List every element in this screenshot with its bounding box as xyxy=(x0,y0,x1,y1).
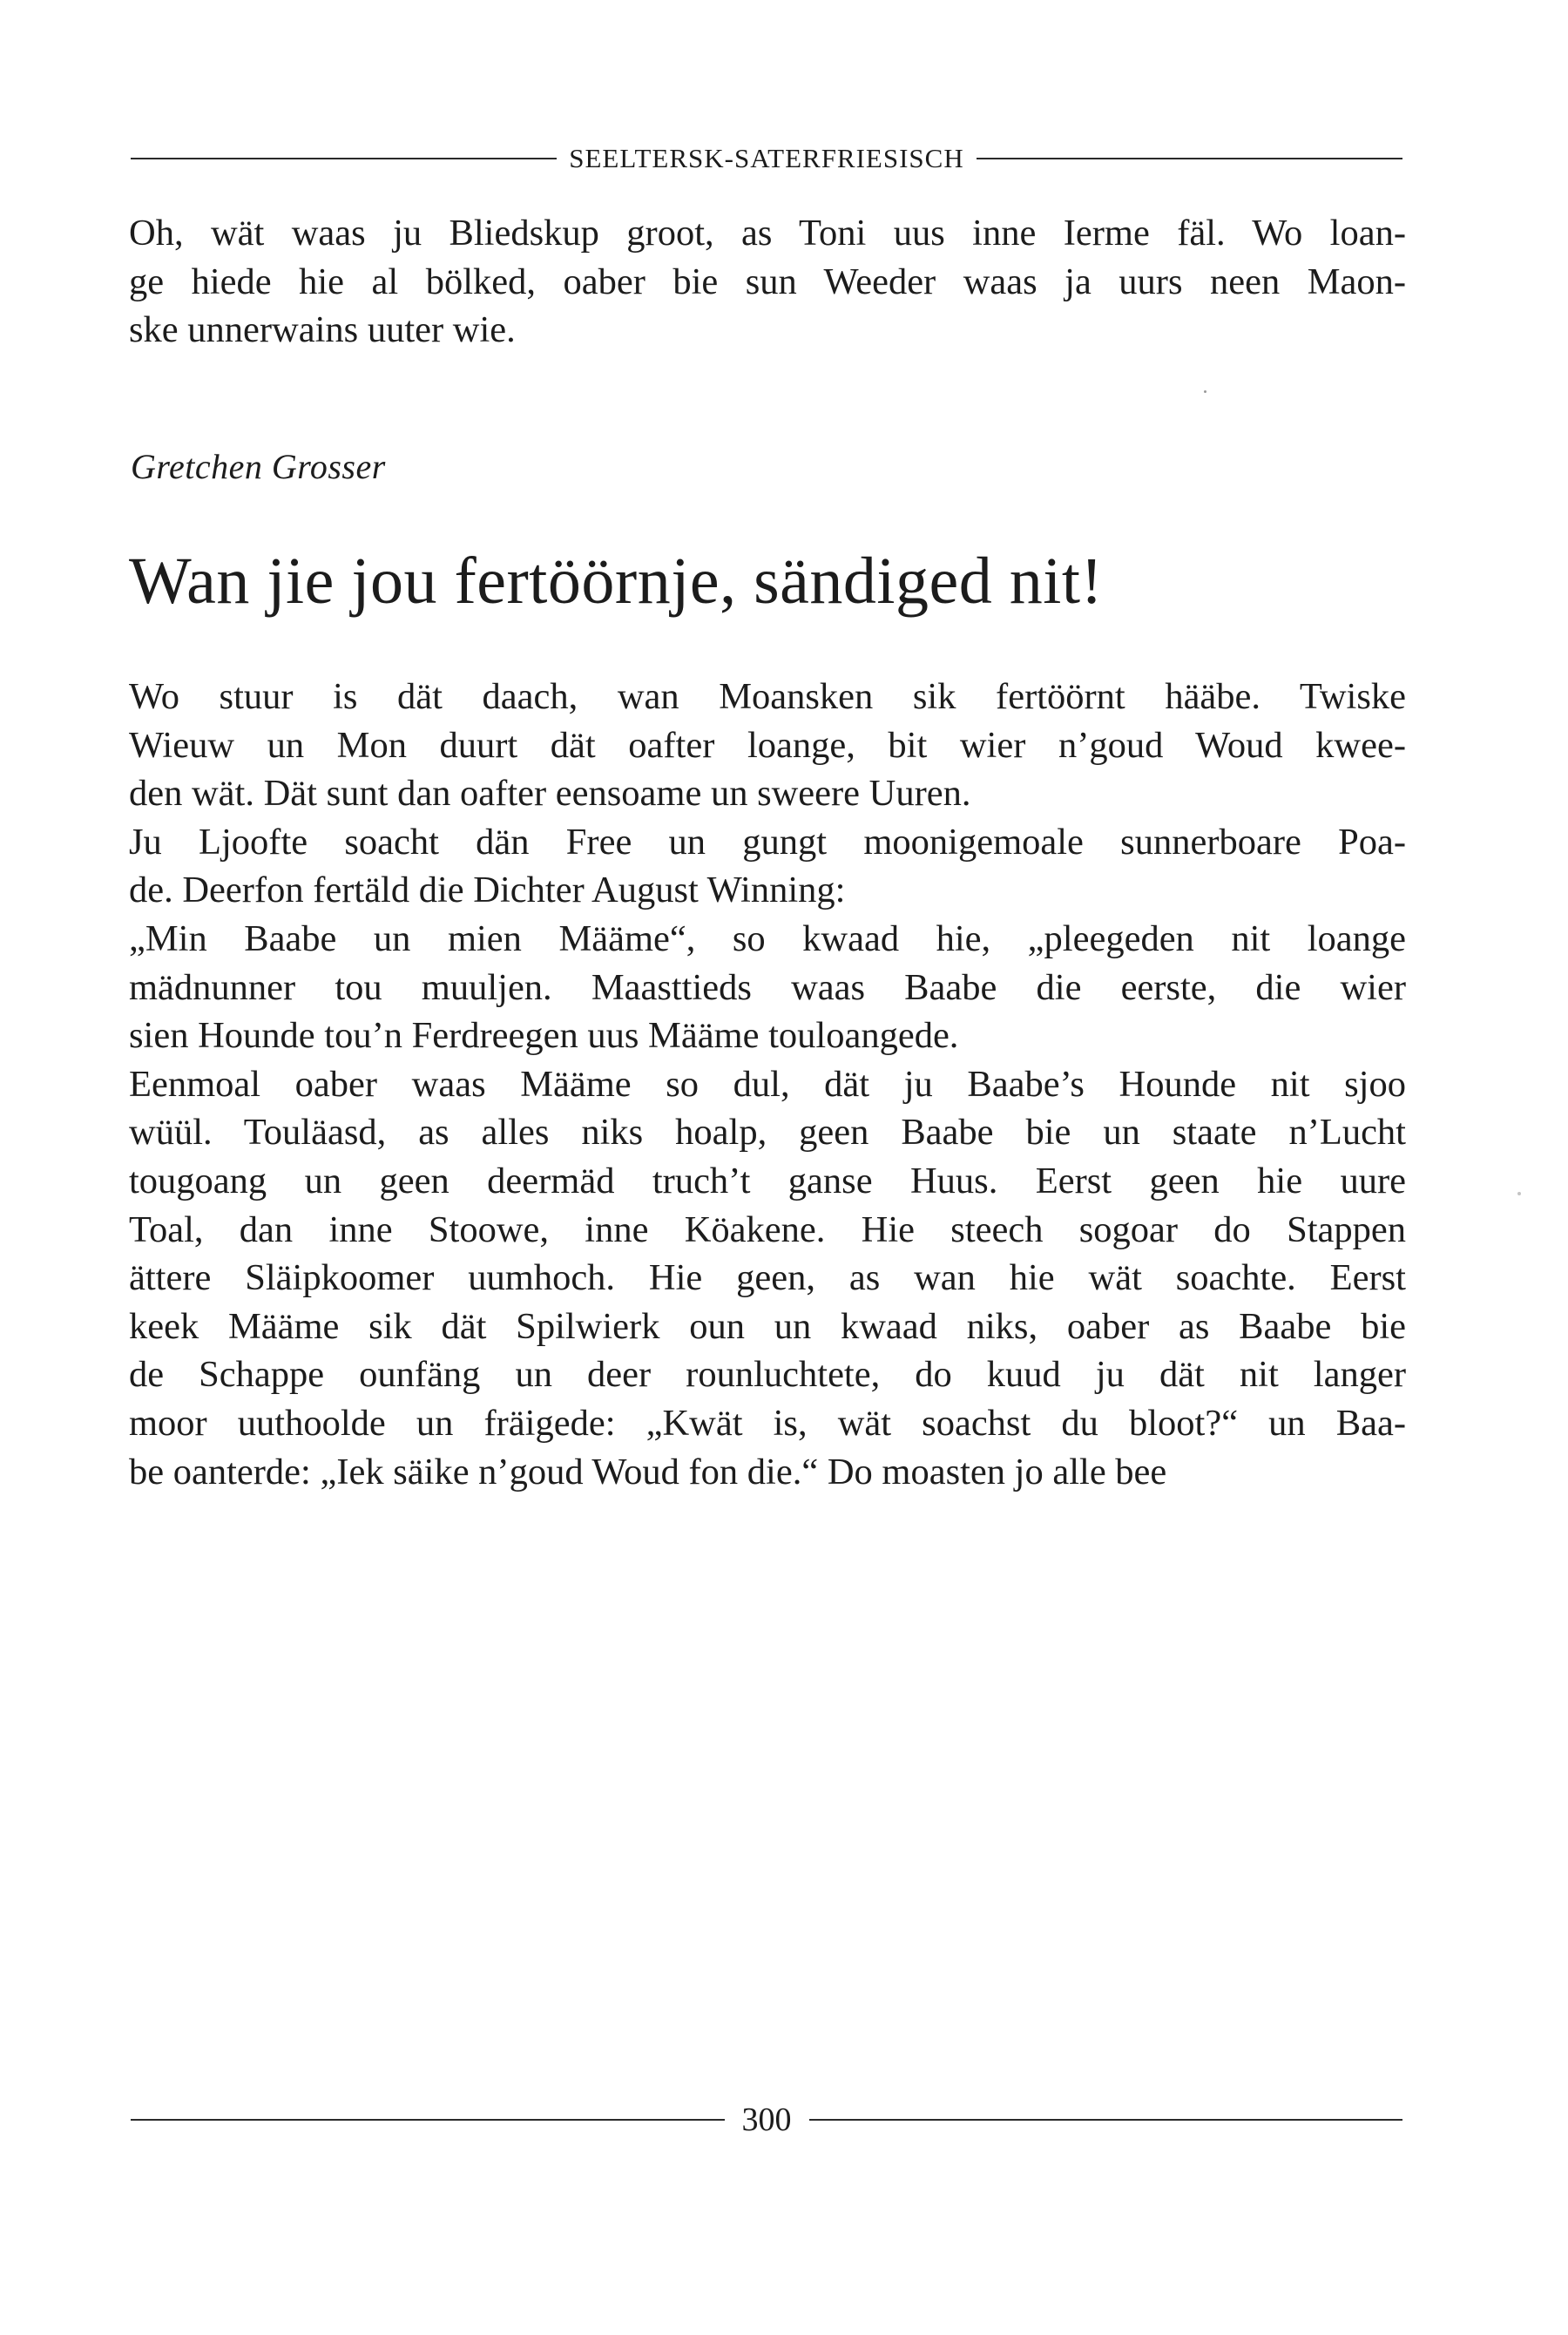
footer-rule-right xyxy=(809,2119,1403,2121)
paragraph xyxy=(129,818,1406,915)
text-line: den wät. Dät sunt dan oafter eensoame un sweere Uuren. xyxy=(129,773,971,815)
header-rule-right xyxy=(977,158,1402,159)
story-body xyxy=(129,673,1406,1496)
paragraph xyxy=(129,1060,1406,1496)
text-line: sien Hounde tou’n Ferdreegen uus Määme touloangede. xyxy=(129,1015,959,1057)
paragraph xyxy=(129,673,1406,818)
paragraph xyxy=(129,915,1406,1060)
header-rule-left xyxy=(131,158,557,159)
scan-speck xyxy=(1517,1192,1521,1195)
text-line: wüül. Touläasd, as alles niks hoalp, geen Baabe bie un staate n’Lucht xyxy=(129,1112,1406,1154)
text-line: Wieuw un Mon duurt dät oafter loange, bit wier n’goud Woud kwee- xyxy=(129,724,1406,766)
text-line: de. Deerfon fertäld die Dichter August Winning: xyxy=(129,870,846,911)
intro-line: Oh, wät waas ju Bliedskup groot, as Toni uus inne Ierme fäl. Wo loan- xyxy=(129,213,1406,254)
text-line: mädnunner tou muuljen. Maasttieds waas Baabe die eerste, die wier xyxy=(129,966,1406,1008)
page-number: 300 xyxy=(741,2102,792,2138)
text-line: moor uuthoolde un fräigede: „Kwät is, wät soachst du bloot?“ un Baa- xyxy=(129,1402,1406,1444)
running-header-text: SEELTERSK-SATERFRIESISCH xyxy=(569,143,964,173)
intro-line: ske unnerwains uuter wie. xyxy=(129,309,516,351)
text-line: Ju Ljoofte soacht dän Free un gungt moonigemoale sunnerboare Poa- xyxy=(129,821,1406,863)
text-line: Wo stuur is dät daach, wan Moansken sik fertöörnt hääbe. Twiske xyxy=(129,676,1406,717)
text-line: Toal, dan inne Stoowe, inne Köakene. Hie steech sogoar do Stappen xyxy=(129,1208,1406,1250)
text-line: keek Määme sik dät Spilwierk oun un kwaad niks, oaber as Baabe bie xyxy=(129,1305,1406,1347)
text-line: de Schappe ounfäng un deer rounluchtete, do kuud ju dät nit langer xyxy=(129,1354,1406,1396)
author-name: Gretchen Grosser xyxy=(131,447,386,486)
text-line: be oanterde: „Iek säike n’goud Woud fon die.“ Do moasten jo alle bee xyxy=(129,1451,1167,1492)
running-header xyxy=(131,141,1402,176)
scan-speck xyxy=(1204,390,1206,393)
footer-rule-left xyxy=(131,2119,725,2121)
intro-paragraph xyxy=(129,209,1406,355)
intro-line: ge hiede hie al bölked, oaber bie sun Weeder waas ja uurs neen Maon- xyxy=(129,261,1406,302)
text-line: „Min Baabe un mien Määme“, so kwaad hie, „pleegeden nit loange xyxy=(129,917,1406,959)
story-title: Wan jie jou fertöörnje, sändiged nit! xyxy=(129,545,1104,618)
text-line: ättere Släipkoomer uumhoch. Hie geen, as wan hie wät soachte. Eerst xyxy=(129,1257,1406,1299)
page-footer xyxy=(131,2098,1402,2142)
text-line: tougoang un geen deermäd truch’t ganse Huus. Eerst geen hie uure xyxy=(129,1160,1406,1201)
text-line: Eenmoal oaber waas Määme so dul, dät ju Baabe’s Hounde nit sjoo xyxy=(129,1063,1406,1105)
